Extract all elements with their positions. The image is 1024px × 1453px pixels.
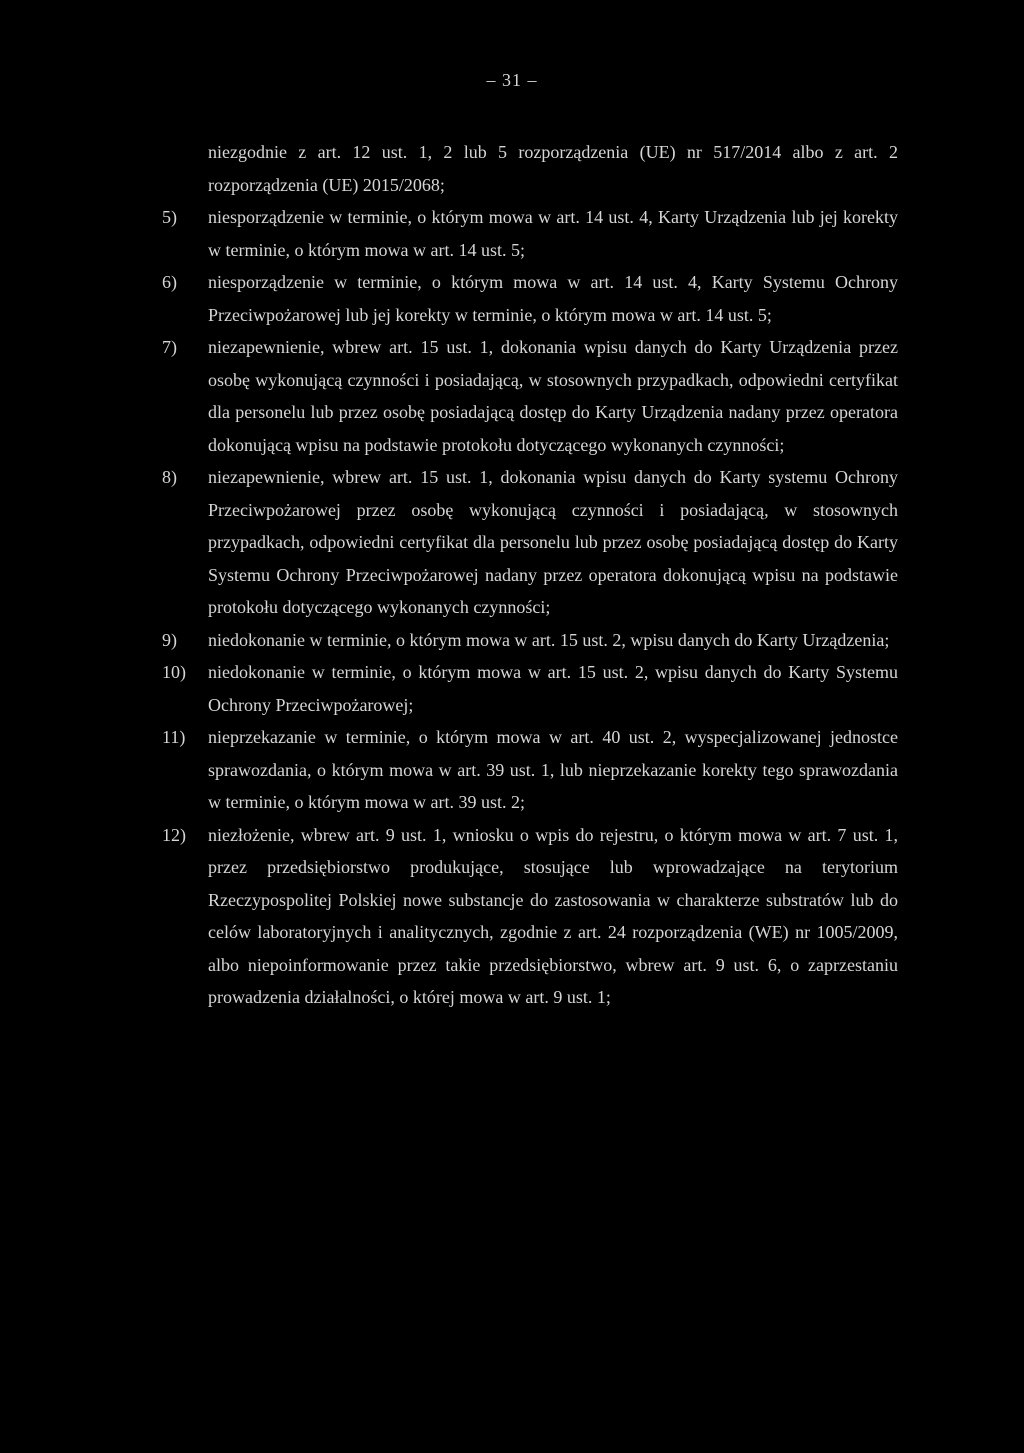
list-item-number: 12): [162, 824, 186, 845]
list-item-number: 11): [162, 727, 186, 747]
list-item-text: niedokonanie w terminie, o którym mowa w art. 15 ust. 2, wpisu danych do Karty Systemu Ochrony Przeciwpożarowej;: [208, 662, 898, 715]
list-item-text: niezapewnienie, wbrew art. 15 ust. 1, dokonania wpisu danych do Karty Urządzenia przez osobę wykonującą czynności i posiadającą, w stosownych przypadkach, odpowiedni certyfikat dla personelu lub przez osobę posiadającą dostęp do Karty Urządzenia nadany przez operatora dokonującą wpisu na podstawie protokołu dotyczącego wykonanych czynności;: [208, 337, 898, 455]
list-item-number: 6): [162, 272, 177, 292]
page-number: – 31 –: [486, 70, 538, 90]
list-item-text: niezapewnienie, wbrew art. 15 ust. 1, dokonania wpisu danych do Karty systemu Ochrony Przeciwpożarowej przez osobę wykonującą czynności i posiadającą, w stosownych przypadkach, odpowiedni certyfikat dla personelu lub przez osobę posiadającą dostęp do Karty Systemu Ochrony Przeciwpożarowej nadany przez operatora dokonującą wpisu na podstawie protokołu dotyczącego wykonanych czynności;: [208, 467, 898, 617]
list-item-11: [0, 721, 1024, 819]
list-item-text: niezłożenie, wbrew art. 9 ust. 1, wniosku o wpis do rejestru, o którym mowa w art. 7 ust. 1, przez przedsiębiorstwo produkujące, stosujące lub wprowadzające na terytorium Rzeczypospolitej Polskiej nowe substancje do zastosowania w charakterze substratów lub do celów laboratoryjnych i analitycznych, zgodnie z art. 24 rozporządzenia (WE) nr 1005/2009, albo niepoinformowanie przez takie przedsiębiorstwo, wbrew art. 9 ust. 6, o zaprzestaniu prowadzenia działalności, o której mowa w art. 9 ust. 1;: [208, 824, 898, 1007]
list-item-8: [0, 461, 1024, 624]
list-item-9: [0, 624, 1024, 657]
document-body: [0, 136, 1024, 1014]
list-item-number: 8): [162, 467, 177, 487]
list-item-number: 10): [162, 662, 186, 682]
continuation-paragraph: [0, 136, 1024, 201]
list-item-number: 5): [162, 207, 177, 227]
list-item-12: [0, 819, 1024, 1014]
list-item-7: [0, 331, 1024, 461]
list-item-5: [0, 201, 1024, 266]
list-item-text: niesporządzenie w terminie, o którym mowa w art. 14 ust. 4, Karty Urządzenia lub jej korekty w terminie, o którym mowa w art. 14 ust. 5;: [208, 207, 898, 260]
list-item-6: [0, 266, 1024, 331]
list-item-text: nieprzekazanie w terminie, o którym mowa w art. 40 ust. 2, wyspecjalizowanej jednostce sprawozdania, o którym mowa w art. 39 ust. 1, lub nieprzekazanie korekty tego sprawozdania w terminie, o którym mowa w art. 39 ust. 2;: [208, 727, 898, 812]
list-item-number: 7): [162, 337, 177, 357]
list-item-text: niedokonanie w terminie, o którym mowa w art. 15 ust. 2, wpisu danych do Karty Urządzenia;: [208, 629, 890, 650]
list-item-number: 9): [162, 629, 177, 650]
continuation-text: niezgodnie z art. 12 ust. 1, 2 lub 5 rozporządzenia (UE) nr 517/2014 albo z art. 2 rozporządzenia (UE) 2015/2068;: [208, 142, 898, 195]
list-item-text: niesporządzenie w terminie, o którym mowa w art. 14 ust. 4, Karty Systemu Ochrony Przeciwpożarowej lub jej korekty w terminie, o którym mowa w art. 14 ust. 5;: [208, 272, 898, 325]
list-item-10: [0, 656, 1024, 721]
